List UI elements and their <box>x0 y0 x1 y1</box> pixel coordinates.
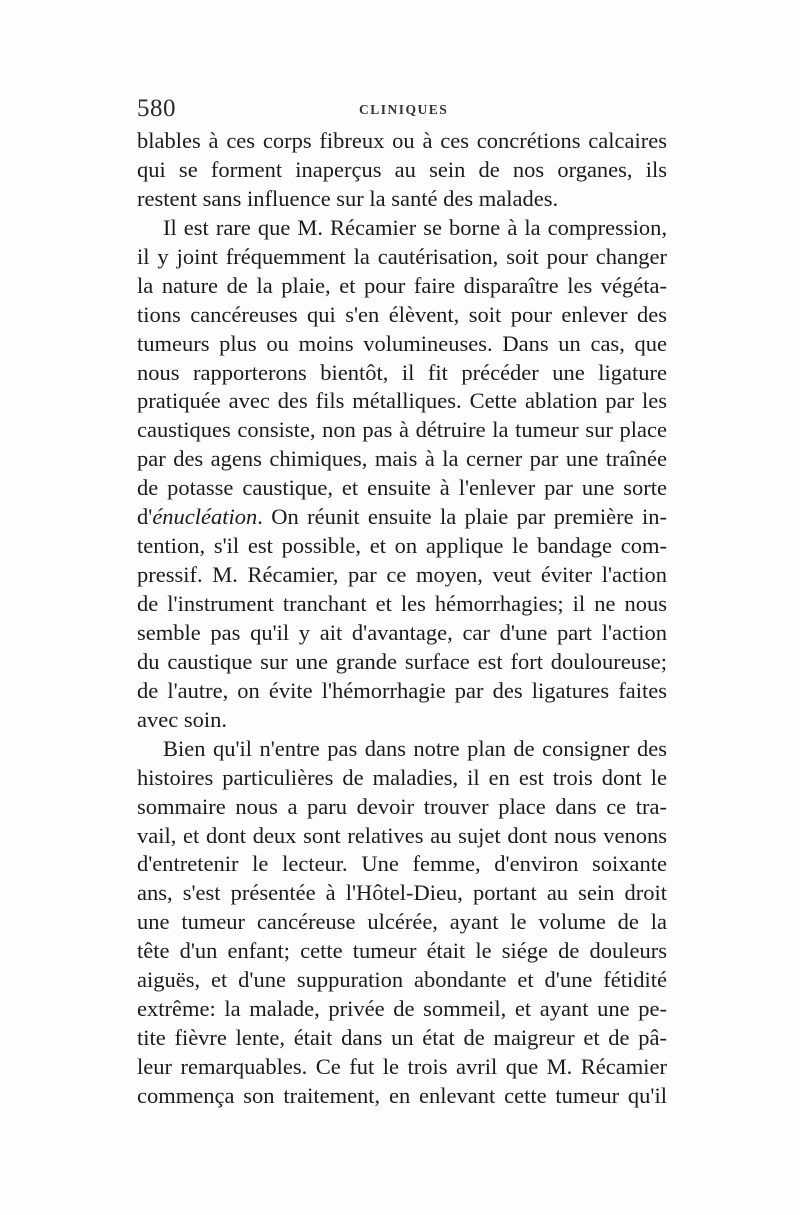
text-line: d'entretenir le lecteur. Une femme, d'environ soixante <box>137 851 667 877</box>
page-header <box>137 95 667 127</box>
text-line: de potasse caustique, et ensuite à l'enlever par une sorte <box>137 475 667 501</box>
text-line: histoires particulières de maladies, il en est trois dont le <box>137 764 667 790</box>
text-line: tions cancéreuses qui s'en élèvent, soit pour enlever des <box>137 301 667 327</box>
text-line: tumeurs plus ou moins volumineuses. Dans un cas, que <box>137 330 667 356</box>
text-line: sommaire nous a paru devoir trouver place dans ce tra- <box>137 793 667 819</box>
text-line: de l'autre, on évite l'hémorrhagie par des ligatures faites <box>137 677 667 703</box>
text-line: aiguës, et d'une suppuration abondante et d'une fétidité <box>137 967 667 993</box>
text-line: nous rapporterons bientôt, il fit précéder une ligature <box>137 359 667 385</box>
text-line: il y joint fréquemment la cautérisation, soit pour changer <box>137 243 667 269</box>
text-line: Il est rare que M. Récamier se borne à la compression, <box>163 214 667 240</box>
text-line: par des agens chimiques, mais à la cerner par une traînée <box>137 446 667 472</box>
body-text <box>137 127 667 1111</box>
italic-term: énucléation <box>152 504 258 530</box>
text-line: tention, s'il est possible, et on applique le bandage com- <box>137 533 667 559</box>
text-line: d'énucléation. On réunit ensuite la plaie par première in- <box>137 504 667 530</box>
text-line: tite fièvre lente, était dans un état de maigreur et de pâ- <box>137 1025 667 1051</box>
text-line: pratiquée avec des fils métalliques. Cette ablation par les <box>137 388 667 414</box>
text-line: avec soin. <box>137 706 227 732</box>
text-line: ans, s'est présentée à l'Hôtel-Dieu, portant au sein droit <box>137 880 667 906</box>
text-line: restent sans influence sur la santé des malades. <box>137 185 559 211</box>
text-line: leur remarquables. Ce fut le trois avril que M. Récamier <box>137 1054 667 1079</box>
text-line: vail, et dont deux sont relatives au sujet dont nous venons <box>137 822 667 848</box>
text-line: extrême: la malade, privée de sommeil, et ayant une pe- <box>137 996 667 1022</box>
text-line: pressif. M. Récamier, par ce moyen, veut éviter l'action <box>137 562 667 588</box>
text-line: du caustique sur une grande surface est fort douloureuse; <box>137 648 667 674</box>
text-line: qui se forment inaperçus au sein de nos organes, ils <box>137 156 667 182</box>
text-line: caustiques consiste, non pas à détruire la tumeur sur place <box>137 417 667 443</box>
text-line: Bien qu'il n'entre pas dans notre plan de consigner des <box>163 735 667 761</box>
text-line: tête d'un enfant; cette tumeur était le siége de douleurs <box>137 938 667 964</box>
text-line: blables à ces corps fibreux ou à ces concrétions calcaires <box>137 128 667 153</box>
text-line: commença son traitement, en enlevant cette tumeur qu'il <box>137 1082 667 1108</box>
running-head: CLINIQUES <box>359 102 449 117</box>
text-line: semble pas qu'il y ait d'avantage, car d'une part l'action <box>137 619 667 645</box>
text-line: une tumeur cancéreuse ulcérée, ayant le volume de la <box>137 909 667 935</box>
page-number: 580 <box>137 95 176 122</box>
text-line: de l'instrument tranchant et les hémorrhagies; il ne nous <box>137 591 667 616</box>
text-line: la nature de la plaie, et pour faire disparaître les végéta- <box>137 272 667 298</box>
